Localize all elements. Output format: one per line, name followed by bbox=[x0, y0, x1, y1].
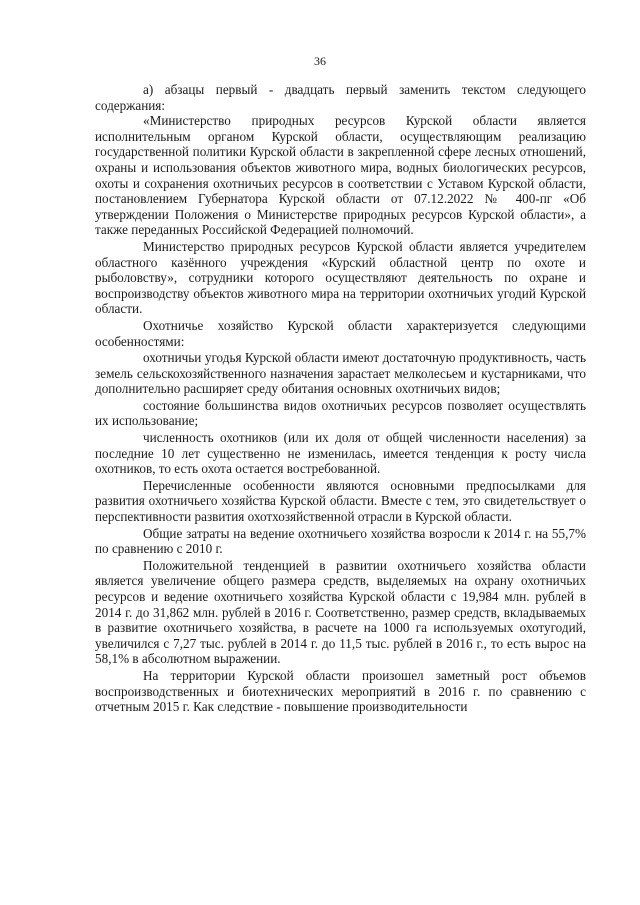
paragraph: Общие затраты на ведение охотничьего хозяйства возросли к 2014 г. на 55,7% по сравнению с 2010 г. bbox=[95, 525, 586, 557]
paragraph: Охотничье хозяйство Курской области характеризуется следующими особенностями: bbox=[95, 317, 586, 349]
paragraph: На территории Курской области произошел заметный рост объемов воспроизводственных и биотехнических мероприятий в 2016 г. по сравнению с отчетным 2015 г. Как следствие - повышение производительности bbox=[95, 667, 586, 715]
paragraph: численность охотников (или их доля от общей численности населения) за последние 10 лет существенно не изменилась, имеется тенденция к росту числа охотников, то есть охота остается востребованной. bbox=[95, 430, 586, 477]
paragraph: Положительной тенденцией в развитии охотничьего хозяйства области является увеличение общего размера средств, выделяемых на охрану охотничьих ресурсов и ведение охотничьего хозяйства Курской области с 19,984 млн. рублей в 2014 г. до 31,862 млн. рублей в 2016 г. Соответственно, размер средств, вкладываемых в развитие охотничьего хозяйства, в расчете на 1000 га используемых охотугодий, увеличился с 7,27 тыс. рублей в 2014 г. до 11,5 тыс. рублей в 2016 г., то есть вырос на 58,1% в абсолютном выражении. bbox=[95, 557, 586, 667]
document-body bbox=[95, 82, 586, 715]
paragraph: охотничьи угодья Курской области имеют достаточную продуктивность, часть земель сельскохозяйственного назначения зарастает мелколесьем и кустарниками, что дополнительно расширяет среду обитания основных охотничьих видов; bbox=[95, 350, 586, 397]
paragraph: Министерство природных ресурсов Курской области является учредителем областного казённого учреждения «Курский областной центр по охоте и рыболовству», сотрудники которого осуществляют деятельность по охране и воспроизводству объектов животного мира на территории охотничьих угодий Курской области. bbox=[95, 238, 586, 317]
paragraph: состояние большинства видов охотничьих ресурсов позволяет осуществлять их использование; bbox=[95, 397, 586, 429]
paragraph: Перечисленные особенности являются основными предпосылками для развития охотничьего хозяйства Курской области. Вместе с тем, это свидетельствует о перспективности развития охотхозяйственной отрасли в Курской области. bbox=[95, 477, 586, 525]
page-number: 36 bbox=[314, 54, 326, 68]
paragraph: «Министерство природных ресурсов Курской области является исполнительным органом Курской области, осуществляющим реализацию государственной политики Курской области в закрепленной сфере лесных отношений, охраны и использования объектов животного мира, водных биологических ресурсов, охоты и сохранения охотничьих ресурсов в соответствии с Уставом Курской области, постановлением Губернатора Курской области от 07.12.2022 № 400-пг «Об утверждении Положения о Министерстве природных ресурсов Курской области», а также переданных Российской Федерацией полномочий. bbox=[95, 113, 586, 238]
paragraph: а) абзацы первый - двадцать первый заменить текстом следующего содержания: bbox=[95, 82, 586, 113]
